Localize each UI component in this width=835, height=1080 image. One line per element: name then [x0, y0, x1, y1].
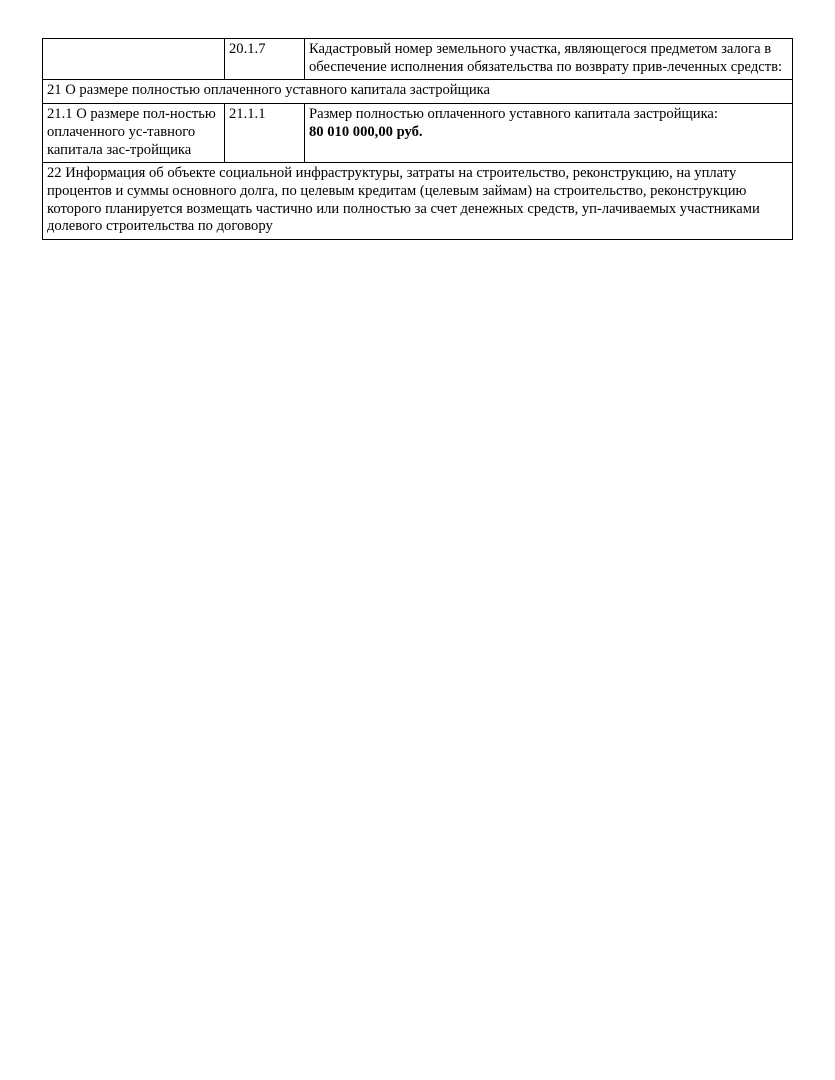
- row-content-cell: [305, 104, 793, 163]
- table-row: [43, 104, 793, 163]
- row-number-cell: [225, 39, 305, 80]
- row-number-cell: [225, 104, 305, 163]
- capital-amount-value: 80 010 000,00 руб.: [309, 123, 423, 140]
- table-row: [43, 39, 793, 80]
- row-label-cell: [43, 104, 225, 163]
- row-label-text: 21.1 О размере пол-ностью оплаченного ус-тавного капитала зас-тройщика: [47, 106, 216, 158]
- section-heading-text: 22 Информация об объекте социальной инфраструктуры, затраты на строительство, реконструкцию, на уплату процентов и суммы основного долга, по целевым кредитам (целевым займам) на строительство, реконструкцию которого планируется возмещать частично или полностью за счет денежных средств, уп-лачиваемых участниками долевого строительства по договору: [47, 165, 760, 235]
- row-label-cell: [43, 39, 225, 80]
- declaration-table: [42, 38, 793, 240]
- row-number-text: 21.1.1: [229, 106, 266, 123]
- section-heading-text: 21 О размере полностью оплаченного уставного капитала застройщика: [47, 82, 490, 99]
- table-row: [43, 163, 793, 240]
- section-heading-cell: [43, 80, 793, 104]
- row-content-text: Кадастровый номер земельного участка, являющегося предметом залога в обеспечение исполнения обязательства по возврату прив-леченных средств:: [309, 41, 783, 75]
- table-body: [43, 39, 793, 240]
- section-heading-cell: [43, 163, 793, 240]
- row-content-cell: [305, 39, 793, 80]
- row-number-text: 20.1.7: [229, 41, 266, 57]
- table-row: [43, 80, 793, 104]
- row-content-text: Размер полностью оплаченного уставного капитала застройщика:: [309, 106, 718, 123]
